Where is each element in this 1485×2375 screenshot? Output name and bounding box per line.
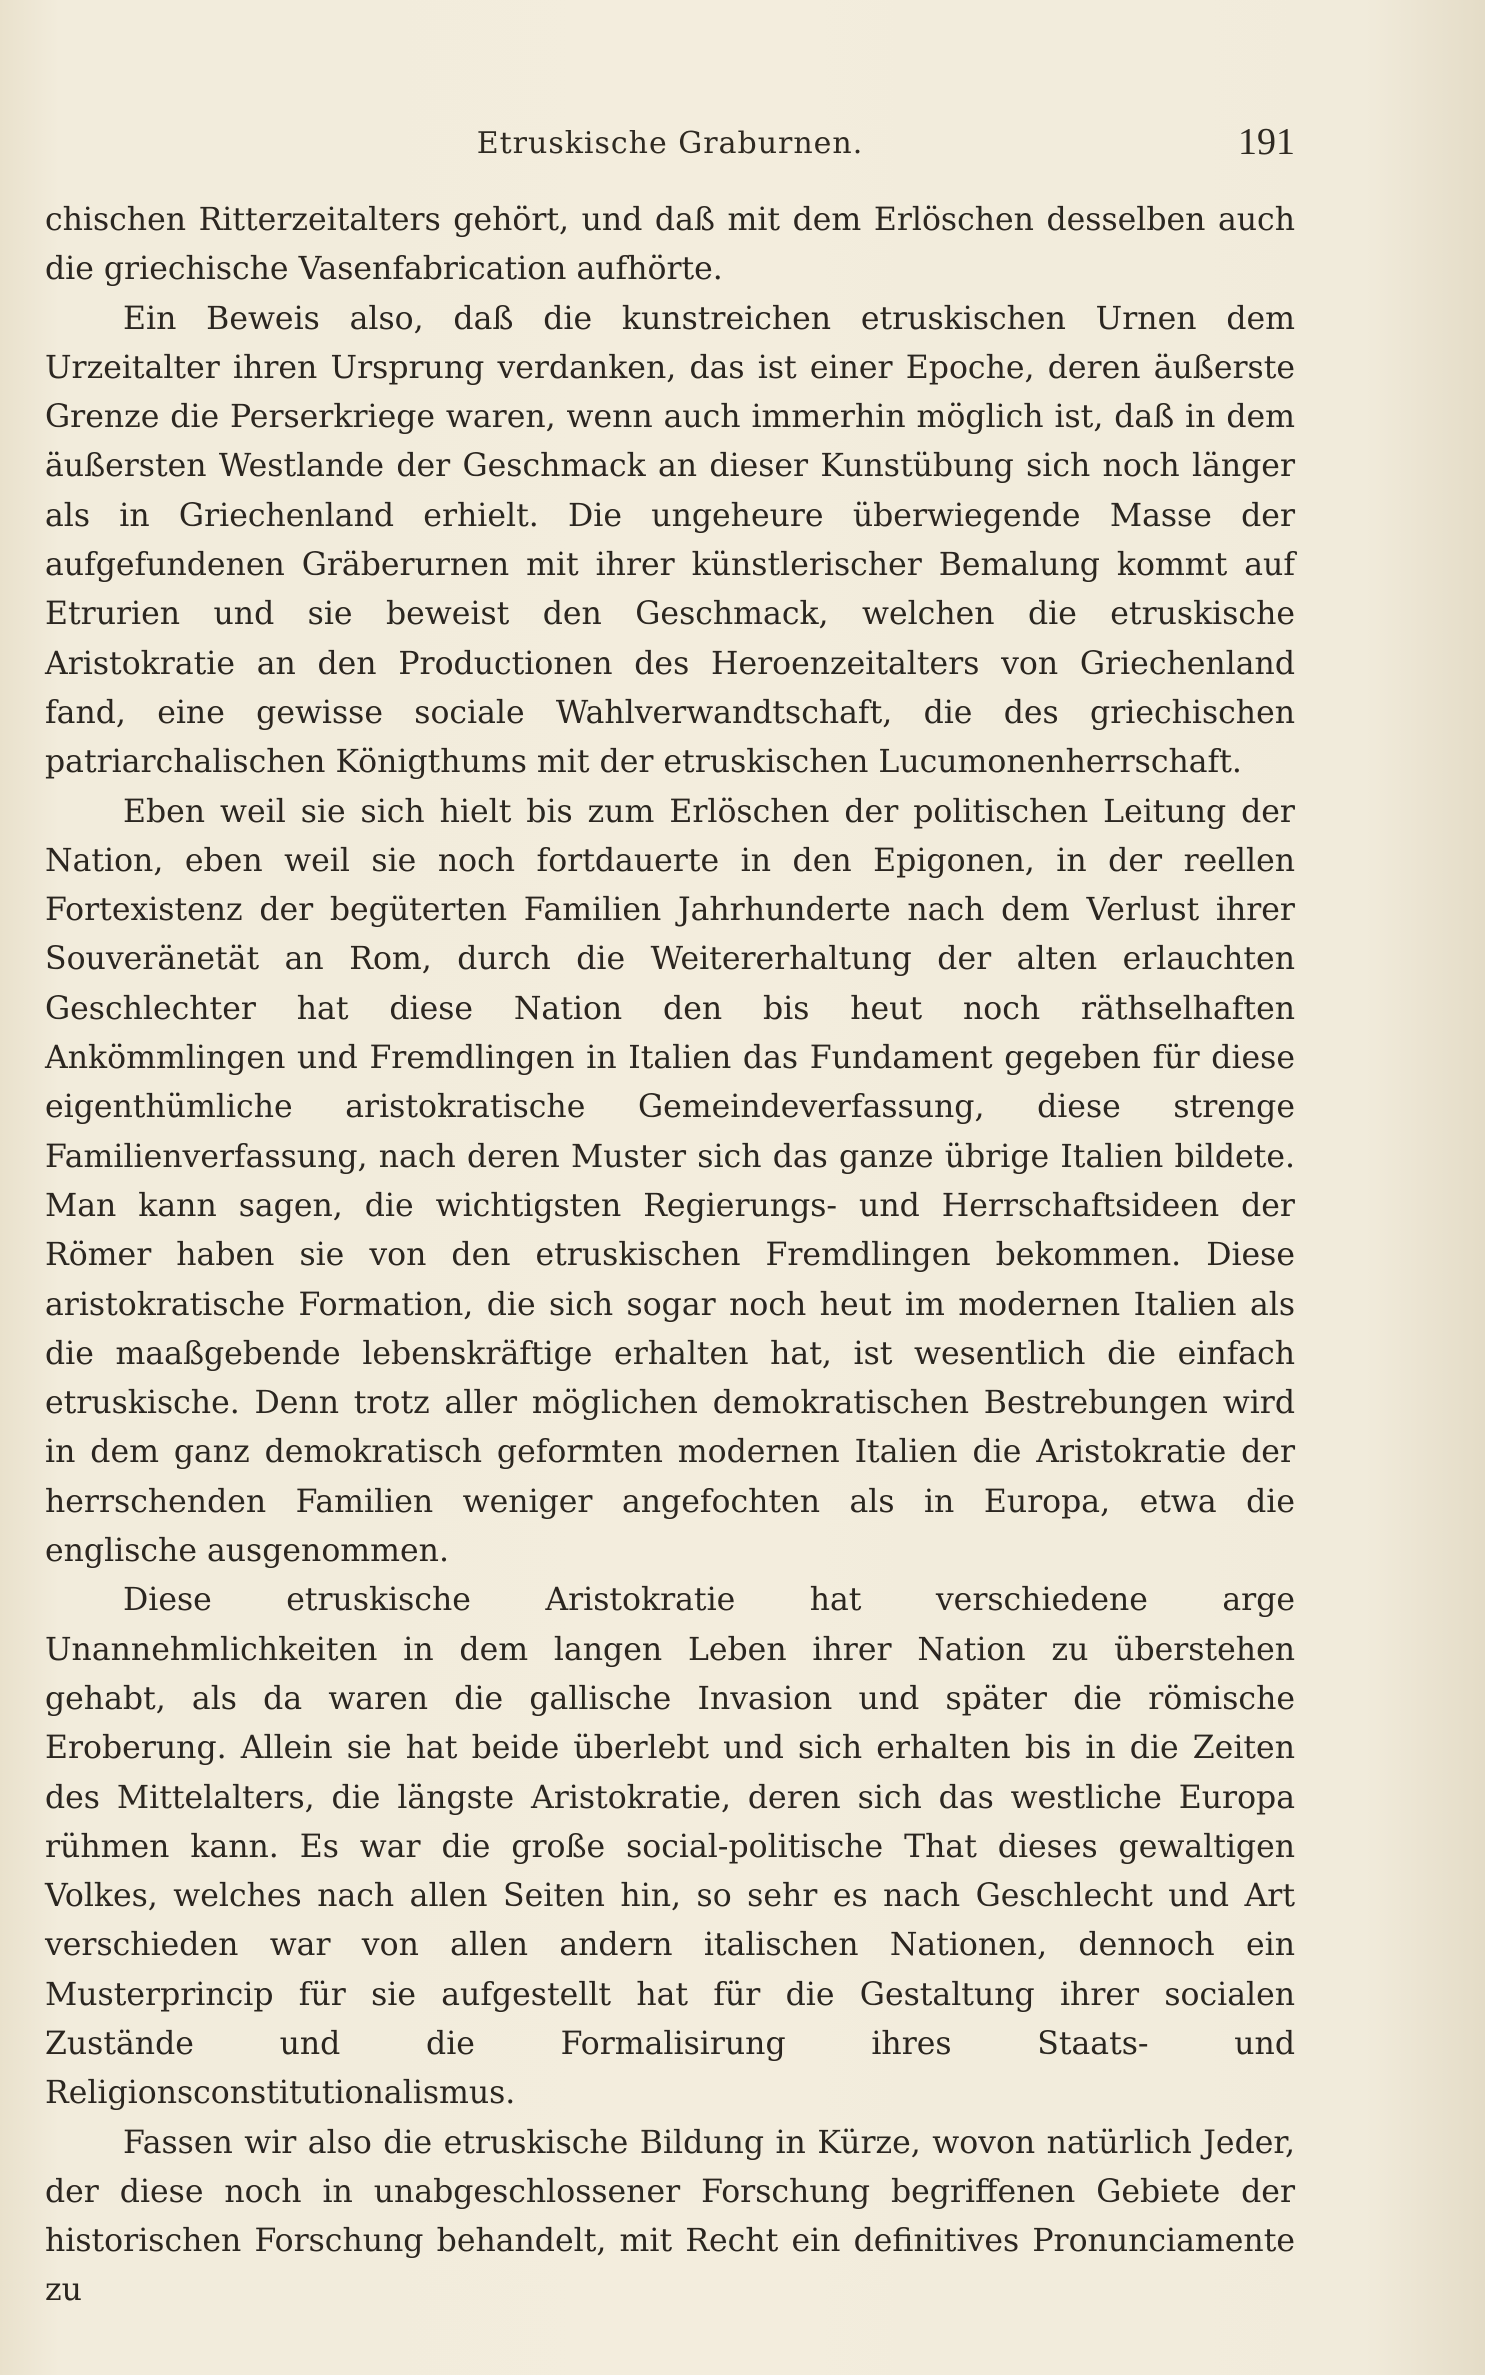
paragraph: Fassen wir also die etruskische Bildung in Kürze, wovon natürlich Jeder, der diese noch in unabgeschlossener Forschung begriffenen Gebiete der historischen Forschung behandelt, mit Recht ein definitives Pronunciamente zu — [45, 2124, 1295, 2309]
body-text — [45, 196, 1295, 2316]
page-number: 191 — [1238, 121, 1295, 163]
paragraph-continuation: chischen Ritterzeitalters gehört, und daß mit dem Erlöschen desselben auch die griechische Vasenfabrication aufhörte. — [45, 202, 1295, 288]
paragraph: Diese etruskische Aristokratie hat verschiedene arge Unannehmlichkeiten in dem langen Leben ihrer Nation zu überstehen gehabt, als da waren die gallische Invasion und später die römische Eroberung. Allein sie hat beide überlebt und sich erhalten bis in die Zeiten des Mittelalters, die längste Aristokratie, deren sich das westliche Europa rühmen kann. Es war die große social-politische That dieses gewaltigen Volkes, welches nach allen Seiten hin, so sehr es nach Geschlecht und Art verschieden war von allen andern italischen Nationen, dennoch ein Musterprincip für sie aufgestellt hat für die Gestaltung ihrer socialen Zustände und die Formalisirung ihres Staats- und Religionsconstitutionalismus. — [45, 1582, 1295, 2112]
paragraph: Eben weil sie sich hielt bis zum Erlöschen der politischen Leitung der Nation, eben weil sie noch fortdauerte in den Epigonen, in der reellen Fortexistenz der begüterten Familien Jahrhunderte nach dem Verlust ihrer Souveränetät an Rom, durch die Weitererhaltung der alten erlauchten Geschlechter hat diese Nation den bis heut noch räthselhaften Ankömmlingen und Fremdlingen in Italien das Fundament gegeben für diese eigenthümliche aristokratische Gemeindeverfassung, diese strenge Familienverfassung, nach deren Muster sich das ganze übrige Italien bildete. Man kann sagen, die wichtigsten Regierungs- und Herrschaftsideen der Römer haben sie von den etruskischen Fremdlingen bekommen. Diese aristokratische Formation, die sich sogar noch heut im modernen Italien als die maaßgebende lebenskräftige erhalten hat, ist wesentlich die einfach etruskische. Denn trotz aller möglichen demokratischen Bestrebungen wird in dem ganz demokratisch geformten modernen Italien die Aristokratie der herrschenden Familien weniger angefochten als in Europa, etwa die englische ausgenommen. — [45, 793, 1295, 1570]
paragraph: Ein Beweis also, daß die kunstreichen etruskischen Urnen dem Urzeitalter ihren Ursprung verdanken, das ist einer Epoche, deren äußerste Grenze die Perserkriege waren, wenn auch immerhin möglich ist, daß in dem äußersten Westlande der Geschmack an dieser Kunstübung sich noch länger als in Griechenland erhielt. Die ungeheure überwiegende Masse der aufgefundenen Gräberurnen mit ihrer künstlerischer Bemalung kommt auf Etrurien und sie beweist den Geschmack, welchen die etruskische Aristokratie an den Productionen des Heroenzeitalters von Griechenland fand, eine gewisse sociale Wahlverwandtschaft, die des griechischen patriarchalischen Königthums mit der etruskischen Lucumonenherrschaft. — [45, 300, 1295, 781]
running-head — [45, 118, 1295, 178]
running-title: Etruskische Graburnen. — [476, 126, 864, 161]
